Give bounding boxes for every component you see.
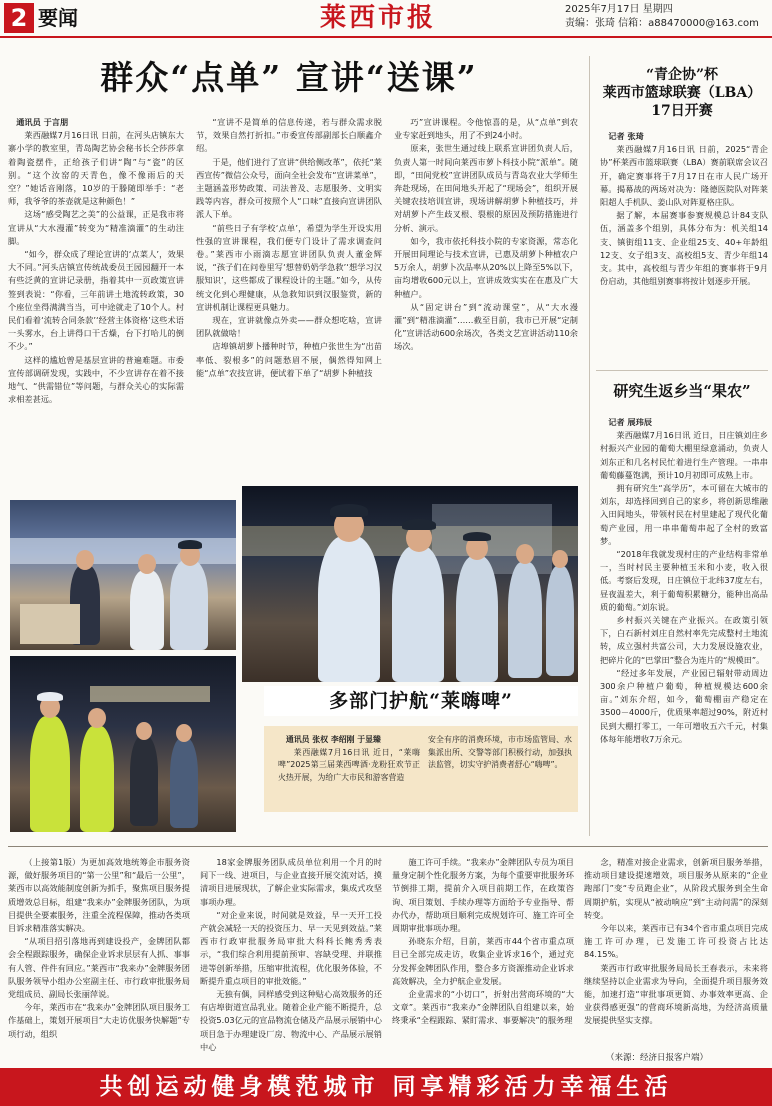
paragraph: （上接第1版）为更加高效地统筹企市服务资源，做好服务项目的“第一公里”和“最后一公里”，莱西市以高效能制度创新为抓手，聚焦项目服务提质增效总目标，组建“我来办”金牌服务团队，为项目提供全要素服务，注重全流程保障，推动各类项目诉求精准落实解决。: [8, 857, 190, 934]
paragraph: 念，精准对接企业需求，创新项目服务举措，推动项目建设提速增效，项目服务从原来的“企业跑部门”变“专员跑企业”，从阶段式服务到全生命周期护航，实现从“被动响应”到“主动问需”的深刻转变。: [584, 857, 768, 920]
paragraph: 今年，莱西市在“我来办”金牌团队项目服务工作基础上，策划开展项目“大走访优服务快解题”专项行动，组织: [8, 1002, 190, 1039]
paragraph: “经过多年发展，产业园已辐射带动周边300余户种植户葡萄，种植规模达600余亩。”刘东介绍，如今，葡萄棚亩产稳定在3500－4000斤，优质果率超过90%，附近村民到大棚打零工，一年可增收五六千元，村集体每年能增收7万余元。: [600, 667, 768, 744]
paragraph: 这样的尴尬曾是基层宣讲的普遍难题。市委宣传部调研发现，实践中，不少宣讲存在着不接地气、“供需错位”等问题，与群众关心的实际需求相差甚远。: [8, 354, 184, 405]
main-headline: 群众“点单” 宣讲“送课”: [100, 58, 478, 97]
bottom-story-col1: [8, 856, 190, 1062]
masthead: [0, 0, 772, 38]
main-story-col1: [8, 116, 184, 405]
section-title: 要闻: [38, 6, 78, 30]
paragraph: 企业需求的“小切口”，折射出营商环境的“大文章”。莱西市“我来办”金牌团队自组建以来，始终秉承“全程跟踪、紧盯需求、事要解决”的服务理: [392, 989, 574, 1026]
paragraph: 施工许可手续。“我来办”金牌团队专员为项目量身定制个性化服务方案，为每个重要审批服务环节倒排工期，提前介入项目前期工作，在政策咨询、项目策划、手续办理等方面给予专业指导、帮办代办，帮助项目顺利完成规划许可、施工许可全周期审批事项办理。: [392, 857, 574, 934]
paragraph: 拥有研究生“高学历”，本可留在大城市的刘东，却选择回到自己的家乡，将创新思维融入田间地头，带领村民在村里建起了现代化葡萄产业园，用一串串葡萄串起了全村的致富梦。: [600, 483, 768, 546]
bottom-story-col4: [584, 856, 768, 1052]
editor-info: 责编：张琦 信箱：a88470000@163.com: [565, 18, 759, 29]
photo-caption-right: 安全有序的消费环境，市市场监管局、水集派出所、交警等部门积极行动，加强执法监管，切实守护消费者舒心“嗨啤”。: [428, 735, 572, 770]
paragraph: 原来，张世生通过线上联系宣讲团负责人后，负责人第一时间向莱西市萝卜科技小院“派单”。随即，“田间党校”宣讲团队成员与青岛农业大学师生奔赴现场，在田间地头开起了“现场会”，组织开展关键农技培训宣讲，现场讲解胡萝卜种植技巧，并对胡萝卜产生歧叉根、裂根的原因及预防措施进行分析、演示。: [394, 143, 578, 233]
side-divider: [596, 370, 768, 371]
paragraph: 莱西融媒7月16日讯 日前，在河头店镇东大寨小学的教室里，青岛陶艺协会秘书长仝莎莎拿着陶瓷摆件，正给孩子们讲“陶”与“瓷”的区别。“这个汝窑的天青色，像不像雨后的天空？”她话音刚落，10岁的于滕随即举手：“老师，我爷爷的茶壶就是这种颜色！”: [8, 130, 184, 207]
bottom-story-col2: [200, 856, 382, 1062]
paragraph: 据了解，本届赛事参赛规模总计84支队伍，涵盖多个组别，具体分布为：机关组14支、镇街组11支、企业组25支、40+年龄组12支、女子组3支、高校组5支、青少年组14支。其中，高校组与青少年组的赛事将于9月份启动，其他组别赛事将按计划逐步开展。: [600, 210, 768, 287]
bottom-story-col3: [392, 856, 574, 1062]
photo-traffic-police: [10, 656, 236, 832]
paragraph: 莱西融媒7月16日讯 日前，2025“青企协”杯莱西市篮球联赛（LBA）赛前联席会议召开，确定赛事将于7月17日在市人民广场开幕。揭幕战的两场对决为：隆德医院队对阵莱阳超人手机队、姜山队对阵夏格庄队。: [600, 144, 768, 208]
paragraph: “如今，群众成了理论宣讲的‘点菜人’，效果大不同。”河头店镇宣传统战委员王园园翻开一本有些泛黄的宣讲记录册，指着其中一页政策宣讲签到表说：“你看，三年前讲土地流转政策，30个座位坐得满满当当，可中途就走了10个人。村民们看着‘流转合同条款’‘经营主体资格’这些术语一头雾水，台上讲得口干舌燥，台下打哈儿的倒不少。”: [8, 249, 184, 352]
photo-market-inspection: [10, 500, 236, 650]
paragraph: “前些日子有学校‘点单’，希望为学生开设实用性强的宣讲课程，我们便专门设计了需求调查问卷。”莱西市小雨滴志愿宣讲团队负责人董金辉说，“孩子们在问卷里写‘想替奶奶学急救’‘想学习汉服知识’，这些都成了课程设计的主题。”如今，从传统文化到心理健康，从急救知识到汉服鉴赏，新的宣讲机制让课程更具魅力。: [196, 222, 382, 312]
slogan-banner: 共创运动健身模范城市 同享精彩活力幸福生活: [0, 1068, 772, 1106]
paragraph: 巧”宣讲课程。令他惊喜的是，从“点单”到农业专家赶到地头，用了不到24小时。: [394, 117, 578, 141]
paragraph: 莱西融媒7月16日讯 近日，“莱嗨啤”2025第三届莱西啤酒·龙粉狂欢节正火热开展，为给广大市民和游客营造: [278, 747, 420, 782]
story-source: （来源：经济日报客户端）: [606, 1053, 709, 1063]
paragraph: 今年以来，莱西市已有34个省市重点项目完成施工许可办理，已发施工许可投资占比达84.15%。: [584, 923, 768, 960]
main-story-col2: [196, 116, 382, 382]
side-story-1-headline: “青企协”杯 莱西市篮球联赛（LBA） 17日开赛: [602, 67, 762, 119]
column-rule: [589, 56, 590, 836]
paragraph: 通讯员 于言朋: [16, 117, 69, 127]
page-number: 2: [4, 3, 34, 33]
side-story-2-body: [600, 416, 768, 836]
paragraph: 莱西市行政审批服务局局长王春表示，未来将继续坚持以企业需求为导向，全面提升项目服务效能，加速打造“审批事项更简、办事效率更高、企业获得感更强”的营商环境新高地，为经济高质量发展提供坚实支撑。: [584, 962, 768, 1026]
dateline: [565, 3, 759, 31]
paragraph: “对企业来说，时间就是效益，早一天开工投产就会减轻一天的投资压力、早一天见到效益。”莱西市行政审批服务局审批大科科长鲍秀秀表示，“我们综合利用提前预审、容缺受理、并联推进等创新举措，压缩审批流程，优化服务体验，不断提升重点项目的审批效能。”: [200, 909, 382, 986]
paragraph: 于是，他们进行了宣讲“供给侧改革”，依托“莱西宣传”微信公众号，面向全社会发布“宣讲菜单”，主题涵盖形势政策、司法普及、志愿服务、文明实践等内容，群众可按照个人“口味”直接向宣讲团队派人下单。: [196, 156, 382, 220]
paragraph: 如今，我市依托科技小院的专家资源，常态化开展田间理论与技术宣讲，已惠及胡萝卜种植农户5万余人，胡萝卜次品率从20%以上降至5%以下，亩均增收600元以上，宣讲成效实实在在惠及广大种植户。: [394, 235, 578, 299]
paragraph: “宣讲不是简单的信息传递，若与群众需求脱节，效果自然打折扣。”市委宣传部副部长白顺鑫介绍。: [196, 117, 382, 154]
photo-story-caption: [264, 726, 578, 812]
paragraph: 无独有偶，同样感受到这种贴心高效服务的还有店埠街道宣品乳业。随着企业产能不断提升，总投资5.03亿元的宣品物流仓储及产品展示展销中心项目急于办理建设厂房、物流中心、产品展示展销中心: [200, 989, 382, 1052]
main-story-col3: [394, 116, 578, 382]
issue-date: 2025年7月17日 星期四: [565, 4, 673, 15]
paragraph: 这场“感受陶艺之美”的公益课，正是我市将宣讲从“大水漫灌”转变为“精准滴灌”的生动注脚。: [8, 209, 184, 246]
paragraph: 记者 展玮辰: [608, 417, 652, 427]
paragraph: 通讯员 张权 李绍刚 于显臻: [285, 735, 381, 744]
paragraph: 孙晓东介绍，目前，莱西市44个省市重点项目已全部完成走访，收集企业诉求16个，通过充分发挥金牌团队作用，整合多方资源推动企业诉求高效解决，全力护航企业发展。: [392, 936, 574, 986]
paragraph: “从项目招引落地再到建设投产，金牌团队都会全程跟踪服务，确保企业诉求层层有人抓、事事有人管、件件有回应。”莱西市“我来办”金牌服务团队服务领导小组办公室副主任、市行政审批服务局党组成员、副局长张丽萍说。: [8, 936, 190, 1000]
side-story-2-headline: 研究生返乡当“果农”: [613, 382, 751, 400]
paragraph: 莱西融媒7月16日讯 近日，日庄镇刘庄乡村振兴产业园的葡萄大棚里绿意涌动，负责人刘东正和几名村民忙着进行生产管理。一串串葡萄藤蔓饱满，预计10月初即可成熟上市。: [600, 430, 768, 480]
paragraph: 从“固定讲台”到“流动课堂”，从“大水漫灌”到“精准滴灌”……截至目前，我市已开展“定制化”宣讲活动600余场次，各类文艺宣讲活动110余场次。: [394, 301, 578, 352]
lower-divider: [8, 846, 768, 847]
paper-name: 莱西市报: [320, 3, 437, 33]
photo-police-patrol: [242, 486, 578, 682]
paragraph: 记者 张琦: [608, 131, 644, 141]
side-story-1-body: [600, 130, 768, 345]
paragraph: 店埠镇胡萝卜播种时节，种植户张世生为“出苗率低、裂根多”的问题愁眉不展，偶然得知网上能“点单”农技宣讲，便试着下单了“胡萝卜种植技: [196, 341, 382, 378]
paragraph: 现在，宣讲就像点外卖——群众想吃啥，宣讲团队就做啥！: [196, 315, 382, 339]
paragraph: “2018年我就发现村庄的产业结构非常单一，当时村民主要种植玉米和小麦，收入很低。考察后发现，日庄镇位于北纬37度左右，昼夜温差大，利于葡萄积累糖分，能种出高品质的葡萄。”刘东说。: [600, 549, 768, 612]
paragraph: 乡村振兴关键在产业振兴。在政策引领下，白石新村刘庄自然村率先完成整村土地流转，成立强村共富公司，大力发展设施农业，把碎片化的“巴掌田”整合为连片的“规模田”。: [600, 615, 768, 665]
paragraph: 18家金牌服务团队成员单位利用一个月的时间下一线、进项目，与企业直接开展交流对话，摸清项目进展现状，了解企业实际需求，集成式攻坚事项办理。: [200, 857, 382, 907]
photo-story-headline: 多部门护航“莱嗨啤”: [264, 686, 578, 716]
